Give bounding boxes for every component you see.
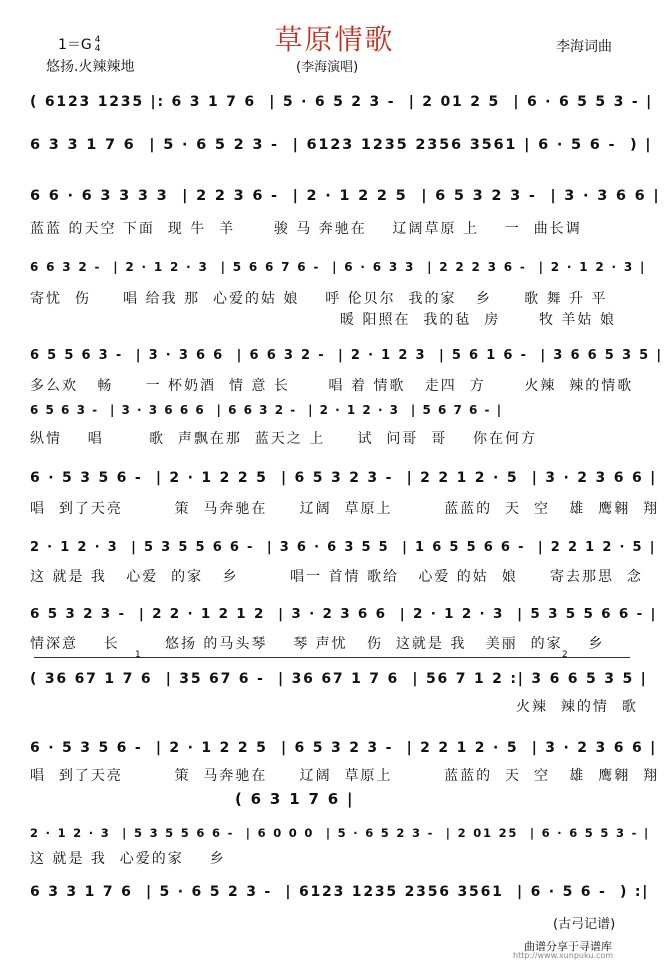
lyric-line: 唱 到了天亮 策 马奔驰在 辽阔 草原上 蓝蓝的 天 空 雄 鹰翱 翔 xyxy=(30,501,660,517)
transcriber-credit: (古弓记谱) xyxy=(553,917,616,932)
lyric-line: 纵情 唱 歌 声飘在那 蓝天之 上 试 问哥 哥 你在何方 xyxy=(30,431,538,447)
notation-line: 6 · 5 3 5 6 - | 2 · 1 2 2 5 | 6 5 3 2 3 - | 2 2 1 2 · 5 | 3 · 2 3 6 6 | xyxy=(30,740,658,756)
author-credit: 李海词曲 xyxy=(556,39,612,55)
volta-second: 2 xyxy=(562,650,568,660)
lyric-line: 暖 阳照在 我的毡 房 牧 羊姑 娘 xyxy=(340,312,616,328)
notation-line: ( 36 67 1 7 6 | 35 67 6 - | 36 67 1 7 6 | 56 7 1 2 :| 3 6 6 5 3 5 | xyxy=(30,671,648,687)
notation-line: 6 5 3 2 3 - | 2 2 · 1 2 1 2 | 3 · 2 3 6 6 | 2 · 1 2 · 3 | 5 3 5 5 6 6 - | xyxy=(30,606,658,622)
time-bottom: 4 xyxy=(94,44,101,54)
singer-credit: (李海演唱) xyxy=(296,60,359,75)
key-signature xyxy=(58,34,101,54)
time-top: 4 xyxy=(94,35,101,45)
notation-line: ( 6 3 1 7 6 | xyxy=(235,790,355,808)
lyric-line: 唱 到了天亮 策 马奔驰在 辽阔 草原上 蓝蓝的 天 空 雄 鹰翱 翔 xyxy=(30,768,660,784)
notation-line: 6 6 · 6 3 3 3 3 | 2 2 3 6 - | 2 · 1 2 2 5 | 6 5 3 2 3 - | 3 · 3 6 6 | xyxy=(30,188,661,204)
notation-line: 6 6 3 2 - | 2 · 1 2 · 3 | 5 6 6 7 6 - | 6 · 6 3 3 | 2 2 2 3 6 - | 2 · 1 2 · 3 | xyxy=(30,260,647,274)
key-label: 1＝G xyxy=(58,37,92,53)
lyric-line: 蓝蓝 的天空 下面 现 牛 羊 骏 马 奔驰在 辽阔草原 上 一 曲长调 xyxy=(30,221,582,237)
lyric-line: 这 就是 我 心爱的家 乡 xyxy=(30,851,226,867)
lyric-line: 情深意 长 悠扬 的马头琴 琴 声忧 伤 这就是 我 美丽 的家 乡 xyxy=(30,636,605,652)
time-signature xyxy=(95,36,101,54)
notation-line: 6 5 5 6 3 - | 3 · 3 6 6 | 6 6 3 2 - | 2 · 1 2 3 | 5 6 1 6 - | 3 6 6 5 3 5 | xyxy=(30,348,663,363)
lyric-line: 多么欢 畅 一 杯奶酒 情 意 长 唱 着 情歌 走四 方 火辣 辣的情歌 xyxy=(30,378,634,394)
notation-line: 6 · 5 3 5 6 - | 2 · 1 2 2 5 | 6 5 3 2 3 - | 2 2 1 2 · 5 | 3 · 2 3 6 6 | xyxy=(30,470,658,486)
watermark: http://www.xunpuku.com xyxy=(513,951,614,960)
notation-line: 2 · 1 2 · 3 | 5 3 5 5 6 6 - | 3 6 · 6 3 5 5 | 1 6 5 5 6 6 - | 2 2 1 2 · 5 | xyxy=(30,540,657,555)
notation-line: 6 5 6 3 - | 3 · 3 6 6 6 | 6 6 3 2 - | 2 · 1 2 · 3 | 5 6 7 6 - | xyxy=(30,403,503,417)
volta-first: 1 xyxy=(135,650,141,660)
notation-line: ( 6123 1235 |: 6 3 1 7 6 | 5 · 6 5 2 3 - | 2 01 2 5 | 6 · 6 5 5 3 - | xyxy=(30,94,654,110)
site-credit: 曲谱分享于寻谱库 xyxy=(524,940,612,953)
lyric-line: 寄忧 伤 唱 给我 那 心爱的姑 娘 呼 伦贝尔 我的家 乡 歌 舞 升 平 xyxy=(30,291,608,307)
notation-line: 2 · 1 2 · 3 | 5 3 5 5 6 6 - | 6 0 0 0 | 5 · 6 5 2 3 - | 2 01 25 | 6 · 6 5 5 3 - | xyxy=(30,826,651,840)
volta-bracket xyxy=(34,657,630,658)
lyric-line: 这 就是 我 心爱 的家 乡 唱一 首情 歌给 心爱 的姑 娘 寄去那思 念 xyxy=(30,569,643,585)
tempo-marking: 悠扬.火辣辣地 xyxy=(46,59,135,75)
notation-line: 6 3 3 1 7 6 | 5 · 6 5 2 3 - | 6123 1235 2356 3561 | 6 · 5 6 - ) :| xyxy=(30,884,650,900)
lyric-line: 火辣 辣的情 歌 xyxy=(516,699,638,715)
song-title: 草原情歌 xyxy=(274,23,395,56)
notation-line: 6 3 3 1 7 6 | 5 · 6 5 2 3 - | 6123 1235 2356 3561 | 6 · 5 6 - ) | xyxy=(30,137,653,153)
